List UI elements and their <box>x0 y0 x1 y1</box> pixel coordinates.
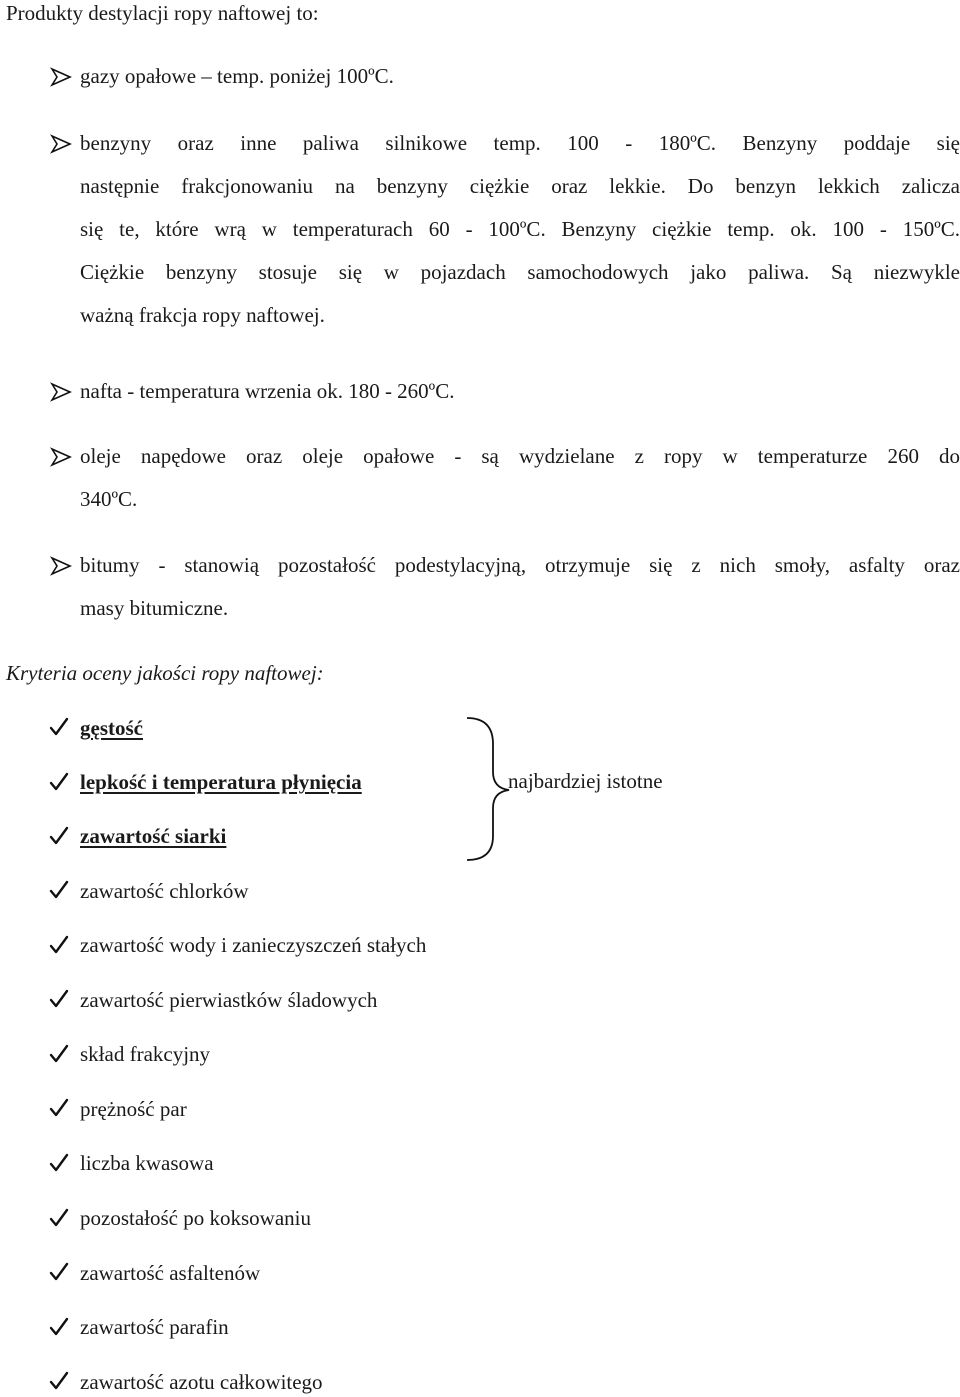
arrowhead-bullet-icon <box>50 133 72 155</box>
criteria-item: zawartość siarki <box>80 824 227 848</box>
checkmark-icon <box>48 934 70 956</box>
product-line: bitumy - stanowią pozostałość podestylacyjną, otrzymuje się z nich smoły, asfalty oraz <box>80 553 960 577</box>
products-heading: Produkty destylacji ropy naftowej to: <box>6 1 319 25</box>
checkmark-icon <box>48 1043 70 1065</box>
checkmark-icon <box>48 716 70 738</box>
product-line: się te, które wrą w temperaturach 60 - 100ºC. Benzyny ciężkie temp. ok. 100 - 150ºC. <box>80 217 960 241</box>
product-item-kerosene <box>80 370 960 413</box>
product-item-bitumen <box>80 544 960 630</box>
checkmark-icon <box>48 1316 70 1338</box>
product-item-gasoline <box>80 122 960 337</box>
product-line: 340ºC. <box>80 487 138 511</box>
checkmark-icon <box>48 988 70 1010</box>
criteria-item: pozostałość po koksowaniu <box>80 1206 311 1230</box>
brace-label: najbardziej istotne <box>508 769 663 793</box>
arrowhead-bullet-icon <box>50 446 72 468</box>
product-item-gases <box>80 55 960 98</box>
checkmark-icon <box>48 1097 70 1119</box>
criteria-item: zawartość pierwiastków śladowych <box>80 988 378 1012</box>
criteria-item: lepkość i temperatura płynięcia <box>80 770 362 794</box>
product-line: oleje napędowe oraz oleje opałowe - są wydzielane z ropy w temperaturze 260 do <box>80 444 960 468</box>
product-line: benzyny oraz inne paliwa silnikowe temp. 100 - 180ºC. Benzyny poddaje się <box>80 131 960 155</box>
right-brace-icon <box>455 714 515 864</box>
criteria-item: zawartość chlorków <box>80 879 249 903</box>
checkmark-icon <box>48 1152 70 1174</box>
criteria-item: zawartość asfaltenów <box>80 1261 261 1285</box>
criteria-item: liczba kwasowa <box>80 1151 214 1175</box>
checkmark-icon <box>48 1207 70 1229</box>
product-line: następnie frakcjonowaniu na benzyny ciężkie oraz lekkie. Do benzyn lekkich zalicza <box>80 174 960 198</box>
checkmark-icon <box>48 771 70 793</box>
product-line: gazy opałowe – temp. poniżej 100ºC. <box>80 64 394 88</box>
checkmark-icon <box>48 879 70 901</box>
criteria-heading: Kryteria oceny jakości ropy naftowej: <box>6 661 324 685</box>
product-line: nafta - temperatura wrzenia ok. 180 - 260ºC. <box>80 379 455 403</box>
product-line: Ciężkie benzyny stosuje się w pojazdach samochodowych jako paliwa. Są niezwykle <box>80 260 960 284</box>
checkmark-icon <box>48 1370 70 1392</box>
criteria-item: zawartość azotu całkowitego <box>80 1370 323 1394</box>
criteria-item: skład frakcyjny <box>80 1042 211 1066</box>
arrowhead-bullet-icon <box>50 381 72 403</box>
product-item-oils <box>80 435 960 521</box>
arrowhead-bullet-icon <box>50 66 72 88</box>
checkmark-icon <box>48 1261 70 1283</box>
checkmark-icon <box>48 825 70 847</box>
criteria-item: zawartość wody i zanieczyszczeń stałych <box>80 933 427 957</box>
criteria-item: gęstość <box>80 716 143 740</box>
criteria-item: zawartość parafin <box>80 1315 229 1339</box>
arrowhead-bullet-icon <box>50 555 72 577</box>
criteria-item: prężność par <box>80 1097 187 1121</box>
product-line: masy bitumiczne. <box>80 596 229 620</box>
product-line: ważną frakcja ropy naftowej. <box>80 303 325 327</box>
